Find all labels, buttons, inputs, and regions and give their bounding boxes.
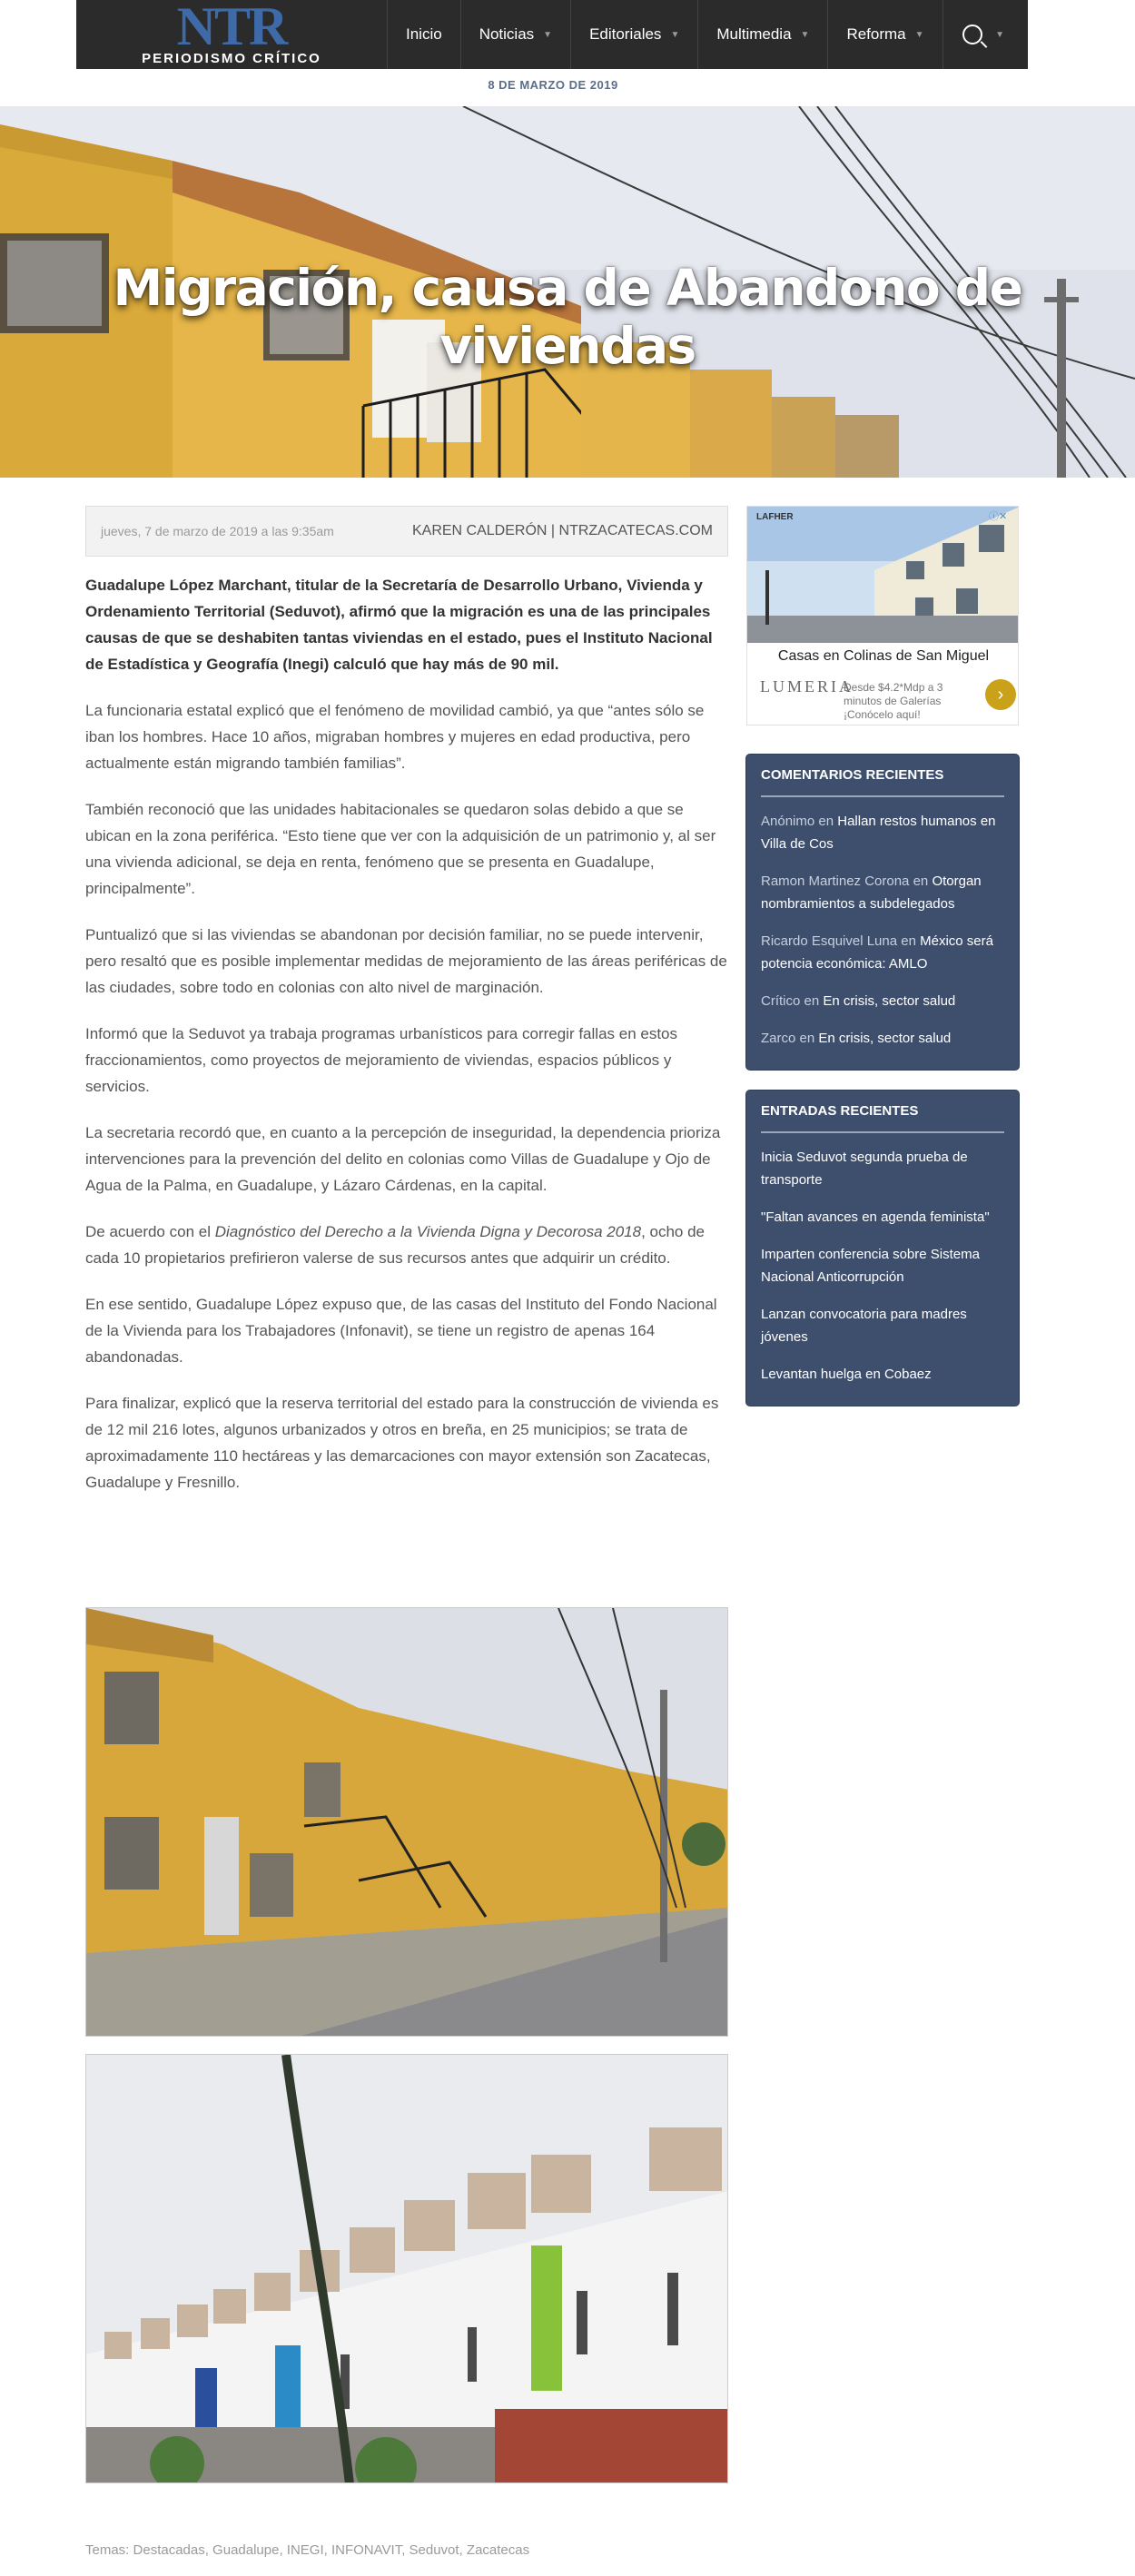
article-paragraph: La secretaria recordó que, en cuanto a la percepción de inseguridad, la dependencia prioriza intervenciones para la prevención del delito en colonias como Villas de Guadalupe y Ojo de Agua de la Palma, en Guadalupe, y Lázaro Cárdenas, en la capital. <box>85 1124 721 1194</box>
ad-copy: Desde $4.2*Mdp a 3 minutos de Galerías ¡Conócelo aquí! <box>844 681 943 721</box>
hero-banner <box>0 106 1135 478</box>
chevron-down-icon: ▼ <box>914 29 924 40</box>
nav-label: Reforma <box>846 25 906 43</box>
comment-author: Ramon Martinez Corona <box>761 873 910 889</box>
recent-comments-widget <box>746 755 1019 1070</box>
nav-item-inicio[interactable] <box>387 0 460 69</box>
ad-title[interactable]: Casas en Colinas de San Miguel <box>777 648 990 664</box>
arrow-right-icon[interactable]: › <box>985 679 1016 710</box>
article-body <box>85 572 728 1515</box>
recent-post-link[interactable]: "Faltan avances en agenda feminista" <box>761 1209 990 1225</box>
nav-item-editoriales[interactable] <box>570 0 697 69</box>
widget-title: ENTRADAS RECIENTES <box>761 1103 1004 1133</box>
article-paragraph: Para finalizar, explicó que la reserva territorial del estado para la construcción de vivienda es de 12 mil 216 lotes, algunos urbanizados y otros en breña, en 25 municipios; se trata de aproximadamente 110 hectáreas y las demarcaciones con mayor extensión son Zacatecas, Guadalupe y Fresnillo. <box>85 1395 719 1491</box>
recent-post-link[interactable]: Imparten conferencia sobre Sistema Nacional Anticorrupción <box>761 1247 980 1285</box>
logo-mark: NTR <box>176 0 287 56</box>
nav-item-multimedia[interactable] <box>697 0 827 69</box>
comment-separator: en <box>814 814 838 829</box>
nav-label: Multimedia <box>716 25 792 43</box>
chevron-down-icon: ▼ <box>670 29 680 40</box>
main-navbar <box>76 0 1028 69</box>
chevron-down-icon: ▼ <box>543 29 553 40</box>
comment-item <box>761 1027 1004 1050</box>
comment-post-link[interactable]: Hallan restos humanos en Villa de Cos <box>761 814 996 852</box>
posts-list <box>761 1146 1004 1386</box>
nav-label: Noticias <box>479 25 535 43</box>
comment-item <box>761 990 1004 1012</box>
paragraph-text: De acuerdo con el <box>85 1223 215 1240</box>
nav-item-reforma[interactable] <box>827 0 942 69</box>
publish-date: jueves, 7 de marzo de 2019 a las 9:35am <box>101 524 334 538</box>
nav-menu <box>387 0 1024 69</box>
ad-logo: LAFHER <box>756 512 794 522</box>
article-paragraph: Informó que la Seduvot ya trabaja programas urbanísticos para corregir fallas en estos fraccionamientos, como proyectos de mejoramiento de viviendas, espacios públicos y servicios. <box>85 1025 678 1095</box>
comment-item <box>761 870 1004 915</box>
comment-post-link[interactable]: En crisis, sector salud <box>818 1031 952 1046</box>
sidebar-ad[interactable] <box>746 506 1019 725</box>
nav-item-noticias[interactable] <box>460 0 570 69</box>
article-paragraph <box>85 1219 728 1271</box>
housing-row-photo <box>86 2055 728 2483</box>
article-title: Migración, causa de Abandono de viviendas <box>113 259 1022 375</box>
comment-author: Crítico <box>761 993 801 1009</box>
comment-author: Zarco <box>761 1031 796 1046</box>
recent-post-link[interactable]: Levantan huelga en Cobaez <box>761 1367 932 1382</box>
comment-separator: en <box>909 873 933 889</box>
search-icon <box>962 25 982 44</box>
comment-separator: en <box>800 993 824 1009</box>
document-title: Diagnóstico del Derecho a la Vivienda Digna y Decorosa 2018 <box>214 1223 642 1240</box>
housing-street-photo <box>86 1608 728 2037</box>
comment-post-link[interactable]: En crisis, sector salud <box>823 993 956 1009</box>
comment-separator: en <box>897 933 921 949</box>
article-paragraph: También reconoció que las unidades habitacionales se quedaron solas debido a que se ubican en la zona periférica. “Esto tiene que ver con la adquisición de un patrimonio y, al ser una vivienda adicional, se deja en renta, fenómeno que se presenta en Guadalupe, principalmente”. <box>85 801 716 897</box>
logo-tagline: PERIODISMO CRÍTICO <box>142 50 321 66</box>
recent-post-link[interactable]: Lanzan convocatoria para madres jóvenes <box>761 1307 967 1345</box>
ad-brand: LUMERIA <box>760 677 854 696</box>
ad-photo <box>747 507 1019 643</box>
article-photo-1 <box>85 1607 728 2037</box>
article-photo-2 <box>85 2054 728 2483</box>
widget-title: COMENTARIOS RECIENTES <box>761 767 1004 797</box>
comment-author: Ricardo Esquivel Luna <box>761 933 898 949</box>
article-paragraph: Puntualizó que si las viviendas se abandonan por decisión familiar, no se puede intervenir, pero resaltó que es posible implementar medidas de mejoramiento de las áreas periféricas de las ciudades, sobre todo en colonias con alto nivel de marginación. <box>85 926 727 996</box>
ad-choices-icon[interactable]: ⓘ✕ <box>989 511 1008 522</box>
article-meta <box>85 506 728 557</box>
comment-item <box>761 930 1004 975</box>
paragraph-text: , ocho de cada 10 propietarios prefirieron valerse de sus recursos antes que adquirir un crédito. <box>85 1223 706 1267</box>
date-line: 8 DE MARZO DE 2019 <box>488 78 618 92</box>
site-logo[interactable] <box>76 0 387 69</box>
comment-author: Anónimo <box>761 814 815 829</box>
chevron-down-icon: ▼ <box>995 29 1004 40</box>
comment-item <box>761 810 1004 855</box>
article-paragraph: En ese sentido, Guadalupe López expuso que, de las casas del Instituto del Fondo Nacional de la Vivienda para los Trabajadores (Infonavit), se tiene un registro de apenas 164 abandonadas. <box>85 1296 717 1366</box>
nav-label: Editoriales <box>589 25 662 43</box>
nav-label: Inicio <box>406 25 442 43</box>
comment-separator: en <box>795 1031 819 1046</box>
comment-post-link[interactable]: México será potencia económica: AMLO <box>761 933 993 972</box>
article-lead: Guadalupe López Marchant, titular de la Secretaría de Desarrollo Urbano, Vivienda y Ordenamiento Territorial (Seduvot), afirmó que la migración es una de las principales causas de que se deshabiten tantas viviendas en el estado, pues el Instituto Nacional de Estadística y Geografía (Inegi) calculó que hay más de 90 mil. <box>85 577 713 673</box>
recent-posts-widget <box>746 1091 1019 1406</box>
chevron-down-icon: ▼ <box>800 29 810 40</box>
comment-post-link[interactable]: Otorgan nombramientos a subdelegados <box>761 873 982 912</box>
comments-list <box>761 810 1004 1050</box>
article-tags[interactable]: Temas: Destacadas, Guadalupe, INEGI, INFONAVIT, Seduvot, Zacatecas <box>85 2542 530 2558</box>
recent-post-link[interactable]: Inicia Seduvot segunda prueba de transporte <box>761 1150 968 1188</box>
author-byline: KAREN CALDERÓN | NTRZACATECAS.COM <box>411 523 713 538</box>
search-button[interactable] <box>943 0 1024 69</box>
article-paragraph: La funcionaria estatal explicó que el fenómeno de movilidad cambió, ya que “antes sólo se iban los hombres. Hace 10 años, migraban hombres y mujeres en edad productiva, pero actualmente están migrando también familias”. <box>85 702 705 772</box>
